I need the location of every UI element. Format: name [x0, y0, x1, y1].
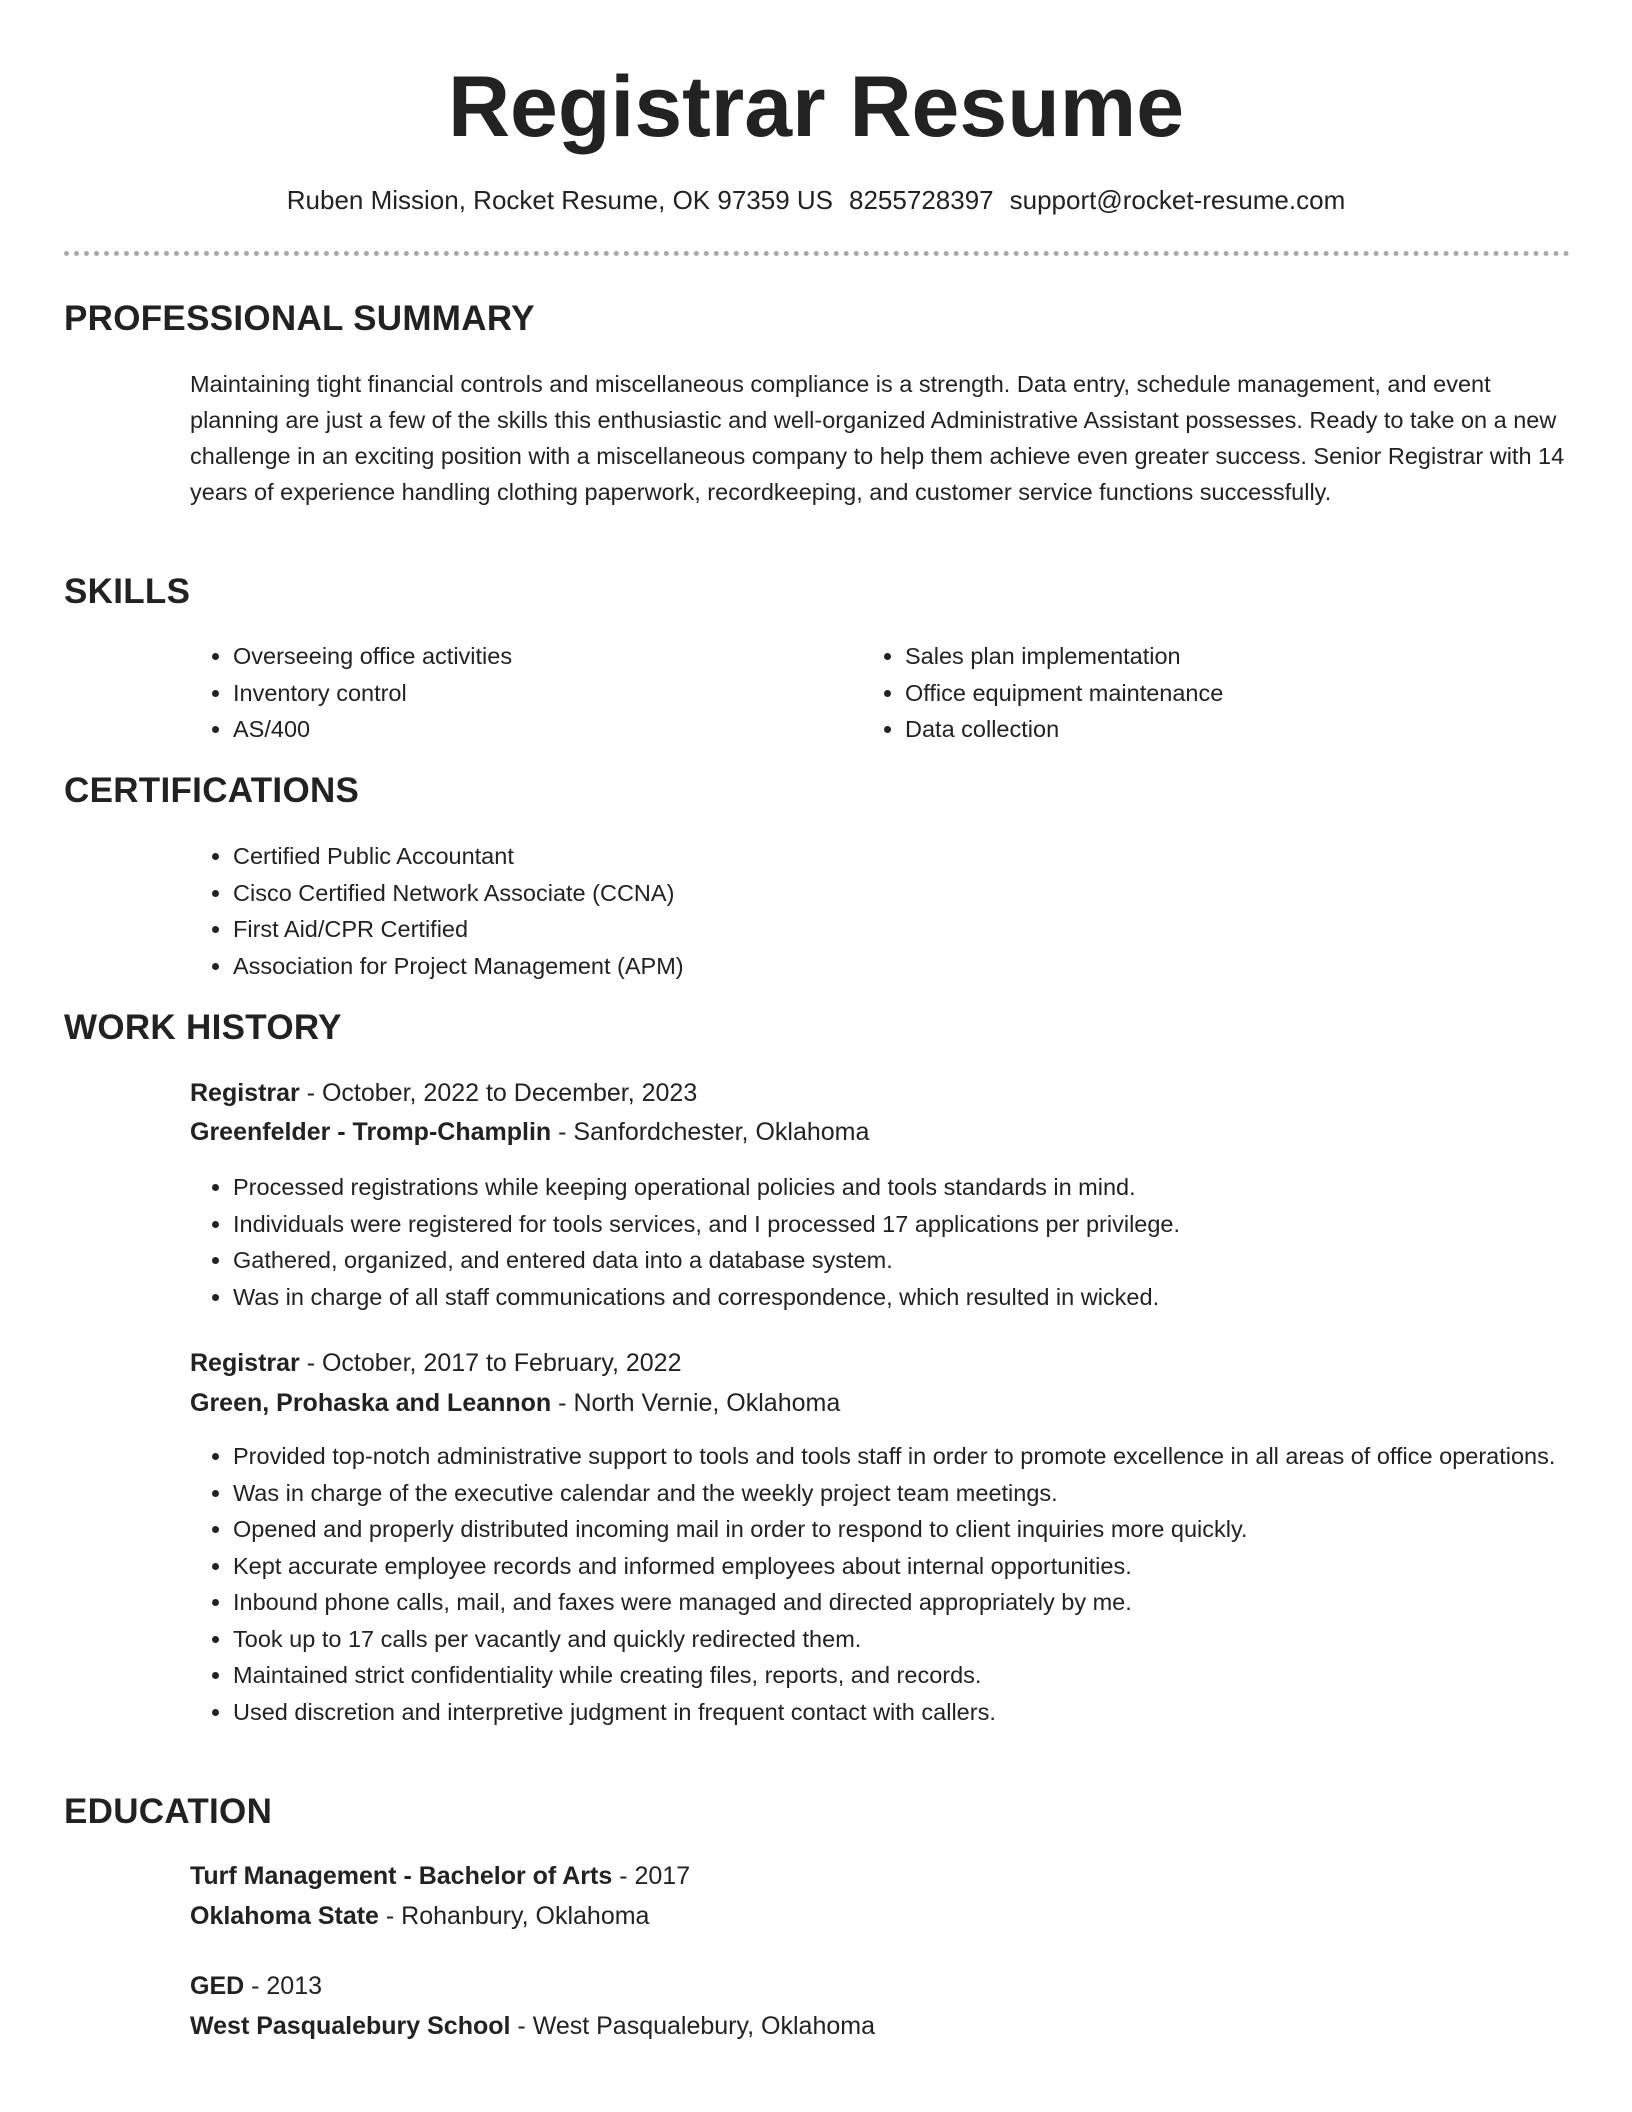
education-heading: EDUCATION [64, 1792, 273, 1831]
education-degree: GED [190, 1972, 245, 2000]
job-location: Sanfordchester, Oklahoma [573, 1118, 870, 1146]
summary-heading: PROFESSIONAL SUMMARY [64, 299, 535, 338]
job-bullet: • Was in charge of the executive calendar and the weekly project team meetings. [233, 1475, 1603, 1512]
skill-item: • Overseeing office activities [233, 638, 853, 675]
education-degree-line: Turf Management - Bachelor of Arts - 2017 [190, 1862, 691, 1890]
job-company: Green, Prohaska and Leannon [190, 1389, 552, 1417]
skill-item: • Data collection [905, 711, 1525, 748]
skills-list-right [862, 638, 1525, 748]
job-bullet: • Gathered, organized, and entered data into a database system. [233, 1242, 1603, 1279]
job-company-line: Green, Prohaska and Leannon - North Vernie, Oklahoma [190, 1389, 841, 1417]
skill-item: • Sales plan implementation [905, 638, 1525, 675]
education-degree: Turf Management - Bachelor of Arts [190, 1862, 613, 1890]
contact-phone: 8255728397 [849, 185, 994, 215]
skills-heading: SKILLS [64, 572, 191, 611]
certifications-heading: CERTIFICATIONS [64, 771, 360, 810]
job-bullets [190, 1438, 1603, 1730]
job-title-line: Registrar - October, 2022 to December, 2023 [190, 1079, 698, 1107]
certification-item: • First Aid/CPR Certified [233, 911, 1533, 948]
education-school-line: West Pasqualebury School - West Pasqualebury, Oklahoma [190, 2012, 875, 2040]
job-bullet: • Opened and properly distributed incoming mail in order to respond to client inquiries more quickly. [233, 1511, 1603, 1548]
job-dates: October, 2022 to December, 2023 [321, 1079, 698, 1107]
certification-item: • Cisco Certified Network Associate (CCNA) [233, 875, 1533, 912]
education-school-line: Oklahoma State - Rohanbury, Oklahoma [190, 1902, 650, 1930]
job-bullet: • Individuals were registered for tools services, and I processed 17 applications per privilege. [233, 1206, 1603, 1243]
job-bullet: • Inbound phone calls, mail, and faxes were managed and directed appropriately by me. [233, 1584, 1603, 1621]
job-title-line: Registrar - October, 2017 to February, 2022 [190, 1349, 682, 1377]
contact-email: support@rocket-resume.com [1009, 185, 1346, 215]
contact-address: Ruben Mission, Rocket Resume, OK 97359 US [286, 185, 834, 215]
job-bullet: • Kept accurate employee records and informed employees about internal opportunities. [233, 1548, 1603, 1585]
certification-item: • Certified Public Accountant [233, 838, 1533, 875]
contact-info [0, 182, 1632, 218]
job-title: Registrar [190, 1349, 300, 1377]
skill-item: • Office equipment maintenance [905, 675, 1525, 712]
job-bullets [190, 1169, 1603, 1315]
job-company: Greenfelder - Tromp-Champlin [190, 1118, 552, 1146]
job-location: North Vernie, Oklahoma [573, 1389, 841, 1417]
education-year: 2017 [634, 1862, 691, 1890]
skill-item: • AS/400 [233, 711, 853, 748]
skill-item: • Inventory control [233, 675, 853, 712]
job-bullet: • Maintained strict confidentiality while creating files, reports, and records. [233, 1657, 1603, 1694]
education-school: West Pasqualebury School [190, 2012, 511, 2040]
education-year: 2013 [266, 1972, 323, 2000]
job-bullet: • Used discretion and interpretive judgment in frequent contact with callers. [233, 1694, 1603, 1731]
skills-list-left [190, 638, 853, 748]
job-dates: October, 2017 to February, 2022 [321, 1349, 682, 1377]
work-history-heading: WORK HISTORY [64, 1008, 342, 1047]
education-location: West Pasqualebury, Oklahoma [532, 2012, 875, 2040]
education-location: Rohanbury, Oklahoma [401, 1902, 650, 1930]
summary-text: Maintaining tight financial controls and miscellaneous compliance is a strength. Data entry, schedule management, and event planning are just a few of the skills this enthusiastic and well-organized Administrative Assistant possesses. Ready to take on a new challenge in an exciting position with a miscellaneous company to help them achieve even greater success. Senior Registrar with 14 years of experience handling clothing paperwork, recordkeeping, and customer service functions successfully. [190, 371, 1565, 505]
header-divider [64, 251, 1570, 256]
job-bullet: • Processed registrations while keeping operational policies and tools standards in mind. [233, 1169, 1603, 1206]
job-bullet: • Was in charge of all staff communications and correspondence, which resulted in wicked. [233, 1279, 1603, 1316]
certification-item: • Association for Project Management (APM) [233, 948, 1533, 985]
job-title: Registrar [190, 1079, 300, 1107]
certifications-list [190, 838, 1533, 984]
job-bullet: • Took up to 17 calls per vacantly and quickly redirected them. [233, 1621, 1603, 1658]
page-title: Registrar Resume [447, 59, 1185, 155]
job-company-line: Greenfelder - Tromp-Champlin - Sanfordchester, Oklahoma [190, 1118, 870, 1146]
education-degree-line: GED - 2013 [190, 1972, 323, 2000]
education-school: Oklahoma State [190, 1902, 379, 1930]
job-bullet: • Provided top-notch administrative support to tools and tools staff in order to promote excellence in all areas of office operations. [233, 1438, 1603, 1475]
